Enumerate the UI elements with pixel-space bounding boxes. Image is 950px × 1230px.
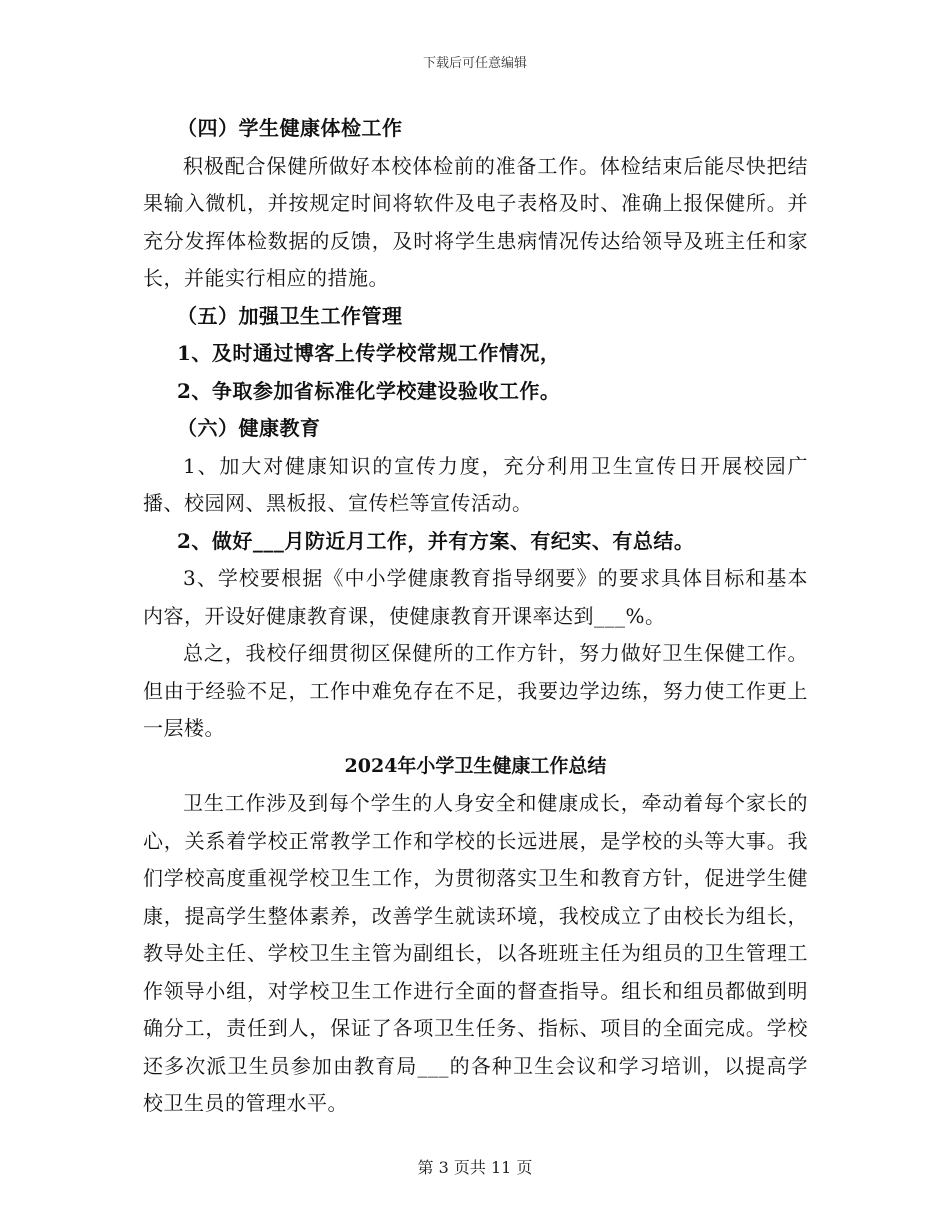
section5-item-1: 1、及时通过博客上传学校常规工作情况， [177,341,561,365]
section4-heading: （四）学生健康体检工作 [177,116,403,140]
summary-paragraph: 卫生工作涉及到每个学生的人身安全和健康成长，牵动着每个家长的心，关系着学校正常教学工作和学校的长远进展，是学校的头等大事。我们学校高度重视学校卫生工作，为贯彻落实卫生和教育方针，促进学生健康，提高学生整体素养，改善学生就读环境，我校成立了由校长为组长，教导处主任、学校卫生主管为副组长，以各班班主任为组员的卫生管理工作领导小组，对学校卫生工作进行全面的督查指导。组长和组员都做到明确分工，责任到人，保证了各项卫生任务、指标、项目的全面完成。学校还多次派卫生员参加由教育局___的各种卫生会议和学习培训，以提高学校卫生员的管理水平。 [143,791,808,1115]
section5-item-2: 2、争取参加省标准化学校建设验收工作。 [177,378,561,403]
page-footer: 第 3 页共 11 页 [417,1158,533,1177]
section6-item-3: 3、学校要根据《中小学健康教育指导纲要》的要求具体目标和基本内容，开设好健康教育课，使健康教育开课率达到___%。 [143,566,808,628]
summary-title: 2024年小学卫生健康工作总结 [344,754,607,777]
page-header: 下载后可任意编辑 [422,56,527,71]
section6-heading: （六）健康教育 [177,416,321,440]
section4-paragraph: 积极配合保健所做好本校体检前的准备工作。体检结束后能尽快把结果输入微机，并按规定时间将软件及电子表格及时、准确上报保健所。并充分发挥体检数据的反馈，及时将学生患病情况传达给领导及班主任和家长，并能实行相应的措施。 [143,153,808,290]
section6-item-1: 1、加大对健康知识的宣传力度，充分利用卫生宣传日开展校园广播、校园网、黑板报、宣传栏等宣传活动。 [143,453,808,515]
section6-item-2: 2、做好___月防近月工作，并有方案、有纪实、有总结。 [177,528,695,553]
conclusion-paragraph: 总之，我校仔细贯彻区保健所的工作方针，努力做好卫生保健工作。但由于经验不足，工作中难免存在不足，我要边学边练，努力使工作更上一层楼。 [143,641,808,740]
document-body [143,110,808,1123]
section5-heading: （五）加强卫生工作管理 [177,303,403,328]
